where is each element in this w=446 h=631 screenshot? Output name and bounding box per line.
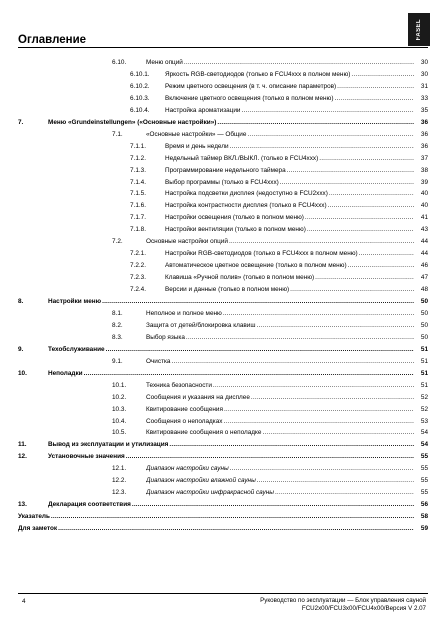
toc-entry-title: Декларация соответствия xyxy=(48,501,131,509)
toc-entry-page: 55 xyxy=(420,465,428,473)
toc-entry-page: 36 xyxy=(420,118,428,126)
toc-entry-page: 50 xyxy=(420,321,428,329)
toc-dot-leader xyxy=(184,58,414,68)
logo-text: FASEL xyxy=(416,18,422,41)
toc-entry-number: 10.1. xyxy=(112,381,127,389)
toc-entry[interactable] xyxy=(0,464,446,474)
toc-dot-leader xyxy=(319,154,414,164)
toc-entry-title: Для заметок xyxy=(18,525,58,533)
toc-entry-page: 50 xyxy=(420,333,428,341)
toc-dot-leader xyxy=(230,142,414,152)
toc-entry[interactable] xyxy=(0,154,446,164)
toc-entry-page: 50 xyxy=(420,309,428,317)
toc-entry-title: Программирование недельного таймера xyxy=(165,166,286,174)
toc-entry-title: «Основные настройки» — Общие xyxy=(146,130,247,138)
toc-entry-title: Неполадки xyxy=(48,369,83,377)
toc-entry-page: 58 xyxy=(420,513,428,521)
toc-entry-title: Настройка подсветки дисплея (недоступно в FCU2xxx) xyxy=(165,190,328,198)
toc-entry[interactable] xyxy=(0,321,446,331)
toc-entry-title-line xyxy=(146,464,414,474)
toc-entry-number: 8. xyxy=(18,298,24,305)
toc-entry-number: 7.1.4. xyxy=(130,178,146,186)
footer-line-2: FCU2x00/FCU3x00/FCU4x00/Версия V 2.07 xyxy=(301,605,426,612)
toc-entry-page: 51 xyxy=(420,381,428,389)
toc-entry-page: 38 xyxy=(420,166,428,174)
toc-entry-page: 40 xyxy=(420,202,428,210)
toc-entry[interactable] xyxy=(0,273,446,283)
toc-entry-number: 10. xyxy=(18,369,27,377)
toc-entry-number: 7.2.1. xyxy=(130,250,146,258)
toc-entry-title-line xyxy=(146,237,414,247)
toc-entry-page: 59 xyxy=(420,525,428,533)
toc-entry-title-line xyxy=(165,142,414,152)
toc-entry-page: 44 xyxy=(420,238,428,246)
toc-entry-title-line xyxy=(165,261,414,271)
toc-entry-title: Включение цветного освещения (только в полном меню) xyxy=(165,94,334,102)
toc-entry-number: 12.1. xyxy=(112,465,127,473)
toc-entry-number: 6.10.2. xyxy=(130,82,150,90)
toc-entry-number: 12. xyxy=(18,453,27,461)
toc-entry[interactable] xyxy=(0,369,446,379)
toc-dot-leader xyxy=(262,428,414,438)
toc-entry-title-line xyxy=(18,512,414,522)
toc-entry-number: 7.2.2. xyxy=(130,262,146,270)
toc-entry-number: 8.2. xyxy=(112,321,123,329)
toc-entry-number: 9.1. xyxy=(112,357,123,365)
toc-entry[interactable] xyxy=(0,130,446,140)
toc-entry-number: 7.1.2. xyxy=(130,154,146,162)
toc-entry-title-line xyxy=(146,428,414,438)
toc-entry-page: 36 xyxy=(420,142,428,150)
toc-entry[interactable] xyxy=(0,357,446,367)
toc-dot-leader xyxy=(305,213,414,223)
toc-entry-title-line xyxy=(165,70,414,80)
toc-entry-number: 9. xyxy=(18,345,24,353)
toc-entry[interactable] xyxy=(0,381,446,391)
toc-entry-number: 10.2. xyxy=(112,393,127,401)
footer-page-number: 4 xyxy=(22,598,26,605)
toc-dot-leader xyxy=(287,166,414,176)
toc-entry-title: Установочные значения xyxy=(48,453,125,461)
toc-entry-page: 51 xyxy=(420,369,428,377)
toc-entry-title: Клавиша «Ручной полив» (только в полном меню) xyxy=(165,274,315,282)
toc-dot-leader xyxy=(275,488,414,498)
toc-entry-page: 54 xyxy=(420,429,428,437)
toc-entry-title: Сообщения и указания на дисплее xyxy=(146,393,250,401)
toc-entry-title-line xyxy=(165,106,414,116)
footer-divider xyxy=(18,593,428,594)
toc-dot-leader xyxy=(247,130,414,140)
toc-entry[interactable] xyxy=(0,201,446,211)
toc-entry-title: Меню «Grundeinstellungen» («Основные настройки») xyxy=(48,118,217,126)
toc-entry-page: 30 xyxy=(420,70,428,78)
toc-dot-leader xyxy=(242,106,415,116)
toc-dot-leader xyxy=(126,452,414,462)
toc-entry[interactable] xyxy=(0,58,446,68)
toc-entry-title-line xyxy=(146,417,414,427)
toc-dot-leader xyxy=(223,309,414,319)
toc-entry[interactable] xyxy=(0,70,446,80)
toc-dot-leader xyxy=(251,393,414,403)
footer-document-info xyxy=(260,597,426,613)
toc-dot-leader xyxy=(348,261,414,271)
toc-entry-title: Диапазон настройки инфракрасной сауны xyxy=(146,489,274,497)
toc-entry-number: 8.3. xyxy=(112,333,123,341)
toc-entry-number: 7.1.8. xyxy=(130,226,146,234)
toc-entry[interactable] xyxy=(0,94,446,104)
page-title: Оглавление xyxy=(18,34,87,46)
toc-entry-title-line xyxy=(165,285,414,295)
toc-entry[interactable] xyxy=(0,452,446,462)
toc-entry-title: Основные настройки опций xyxy=(146,238,228,246)
toc-entry-title: Выбор программы (только в FCU4xxx) xyxy=(165,178,279,186)
toc-entry-title: Режим цветного освещения (в т. ч. описание параметров) xyxy=(165,82,337,90)
toc-entry[interactable] xyxy=(0,500,446,510)
toc-entry-title: Настройки меню xyxy=(48,298,102,305)
toc-entry-page: 33 xyxy=(420,94,428,102)
toc-entry[interactable] xyxy=(0,82,446,92)
toc-dot-leader xyxy=(217,118,414,128)
toc-entry-title: Неполное и полное меню xyxy=(146,309,222,317)
toc-entry-number: 7.1. xyxy=(112,130,123,138)
toc-dot-leader xyxy=(290,285,414,295)
toc-entry-page: 53 xyxy=(420,417,428,425)
toc-entry[interactable] xyxy=(0,166,446,176)
toc-entry-page: 55 xyxy=(420,453,428,461)
toc-entry-title-line xyxy=(18,524,414,534)
header-divider xyxy=(18,47,428,48)
toc-entry-number: 7. xyxy=(18,118,24,126)
toc-entry-title-line xyxy=(146,309,414,319)
toc-entry-title-line xyxy=(165,213,414,223)
toc-entry-number: 12.2. xyxy=(112,477,127,485)
toc-dot-leader xyxy=(169,440,414,450)
toc-entry-page: 48 xyxy=(420,286,428,294)
toc-entry-number: 7.1.3. xyxy=(130,166,146,174)
toc-entry-title-line xyxy=(146,381,414,391)
toc-entry-number: 11. xyxy=(18,441,27,449)
toc-entry[interactable] xyxy=(0,225,446,235)
toc-dot-leader xyxy=(58,524,414,534)
toc-entry-title: Квитирование сообщения xyxy=(146,405,223,413)
toc-entry-number: 7.1.7. xyxy=(130,214,146,222)
toc-entry-title-line xyxy=(146,393,414,403)
toc-entry-title-line xyxy=(165,154,414,164)
toc-entry-title: Очистка xyxy=(146,357,171,365)
toc-dot-leader xyxy=(307,225,414,235)
toc-entry-page: 50 xyxy=(420,298,428,305)
toc-entry-page: 51 xyxy=(420,345,428,353)
toc-entry-page: 43 xyxy=(420,226,428,234)
toc-entry-number: 6.10. xyxy=(112,59,127,66)
toc-entry-title-line xyxy=(146,321,414,331)
toc-entry[interactable] xyxy=(0,237,446,247)
fasel-logo xyxy=(408,13,430,46)
toc-dot-leader xyxy=(337,82,414,92)
toc-entry[interactable] xyxy=(0,178,446,188)
toc-entry-title-line xyxy=(146,488,414,498)
toc-entry-title-line xyxy=(146,58,414,68)
toc-entry-number: 12.3. xyxy=(112,489,127,497)
toc-entry[interactable] xyxy=(0,106,446,116)
toc-entry[interactable] xyxy=(0,142,446,152)
toc-entry-title: Квитирование сообщения о неполадке xyxy=(146,429,262,437)
toc-entry-page: 31 xyxy=(420,82,428,90)
toc-dot-leader xyxy=(171,357,414,367)
toc-entry-title-line xyxy=(165,189,414,199)
toc-entry-number: 6.10.4. xyxy=(130,106,150,114)
toc-entry-title: Версии и данные (только в полном меню) xyxy=(165,286,290,294)
toc-entry-title-line xyxy=(48,440,414,450)
toc-dot-leader xyxy=(102,297,414,307)
toc-entry-title: Настройка ароматизации xyxy=(165,106,241,114)
toc-entry-page: 30 xyxy=(420,59,428,66)
toc-entry-title-line xyxy=(165,94,414,104)
toc-entry[interactable] xyxy=(0,428,446,438)
toc-entry-number: 7.1.5. xyxy=(130,190,146,198)
toc-entry-title-line xyxy=(165,82,414,92)
toc-dot-leader xyxy=(106,345,414,355)
toc-entry-number: 7.2.3. xyxy=(130,274,146,282)
toc-entry[interactable] xyxy=(0,118,446,128)
toc-dot-leader xyxy=(280,178,414,188)
toc-entry[interactable] xyxy=(0,297,446,307)
toc-entry-title-line xyxy=(165,225,414,235)
toc-entry-number: 7.2.4. xyxy=(130,286,146,294)
toc-entry[interactable] xyxy=(0,249,446,259)
toc-entry-number: 10.3. xyxy=(112,405,127,413)
toc-entry-page: 51 xyxy=(420,357,428,365)
toc-entry-title-line xyxy=(146,405,414,415)
toc-entry[interactable] xyxy=(0,213,446,223)
toc-entry-page: 52 xyxy=(420,405,428,413)
toc-entry-title: Время и день недели xyxy=(165,142,229,150)
toc-entry[interactable] xyxy=(0,345,446,355)
toc-dot-leader xyxy=(229,237,414,247)
toc-entry-page: 44 xyxy=(420,250,428,258)
toc-dot-leader xyxy=(256,321,414,331)
toc-entry-page: 35 xyxy=(420,106,428,114)
toc-entry[interactable] xyxy=(0,476,446,486)
toc-entry-title-line xyxy=(165,178,414,188)
toc-entry-page: 47 xyxy=(420,274,428,282)
toc-entry-title-line xyxy=(165,273,414,283)
toc-entry-number: 10.4. xyxy=(112,417,127,425)
toc-entry-number: 7.1.6. xyxy=(130,202,146,210)
toc-entry-title-line xyxy=(48,500,414,510)
toc-dot-leader xyxy=(84,369,414,379)
toc-entry-title: Настройки вентиляции (только в полном меню) xyxy=(165,226,306,234)
toc-entry-title: Настройки RGB-светодиодов (только в FCU4xxx в полном меню) xyxy=(165,250,358,258)
toc-entry[interactable] xyxy=(0,417,446,427)
toc-entry-number: 7.1.1. xyxy=(130,142,146,150)
toc-entry-page: 39 xyxy=(420,178,428,186)
toc-entry-title: Выбор языка xyxy=(146,333,185,341)
toc-entry-title: Яркость RGB-светодиодов (только в FCU4xxx в полном меню) xyxy=(165,70,351,78)
toc-entry-number: 8.1. xyxy=(112,309,123,317)
toc-entry[interactable] xyxy=(0,488,446,498)
toc-dot-leader xyxy=(230,464,414,474)
toc-dot-leader xyxy=(351,70,414,80)
toc-entry-title-line xyxy=(165,201,414,211)
toc-entry-page: 55 xyxy=(420,477,428,485)
toc-entry-title: Техобслуживание xyxy=(48,345,105,353)
toc-entry-page: 36 xyxy=(420,130,428,138)
toc-dot-leader xyxy=(257,476,414,486)
toc-entry-title-line xyxy=(165,166,414,176)
toc-dot-leader xyxy=(329,189,414,199)
toc-entry-title: Настройки освещения (только в полном меню) xyxy=(165,214,304,222)
toc-entry-title-line xyxy=(146,357,414,367)
toc-dot-leader xyxy=(315,273,414,283)
toc-entry-title-line xyxy=(48,452,414,462)
toc-entry-title: Автоматическое цветное освещение (только в полном меню) xyxy=(165,262,347,270)
toc-dot-leader xyxy=(359,249,414,259)
toc-entry-title: Вывод из эксплуатации и утилизация xyxy=(48,441,169,449)
toc-entry[interactable] xyxy=(0,440,446,450)
toc-entry[interactable] xyxy=(0,405,446,415)
toc-dot-leader xyxy=(51,512,414,522)
toc-entry-page: 56 xyxy=(420,501,428,509)
toc-dot-leader xyxy=(334,94,414,104)
toc-entry[interactable] xyxy=(0,524,446,534)
toc-entry[interactable] xyxy=(0,189,446,199)
toc-entry[interactable] xyxy=(0,285,446,295)
toc-entry-page: 55 xyxy=(420,489,428,497)
toc-dot-leader xyxy=(223,417,414,427)
toc-entry-page: 52 xyxy=(420,393,428,401)
toc-entry-number: 6.10.1. xyxy=(130,70,150,78)
toc-entry[interactable] xyxy=(0,512,446,522)
toc-entry-title-line xyxy=(48,118,414,128)
footer-line-1: Руководство по эксплуатации — Блок управления сауной xyxy=(260,597,426,604)
toc-dot-leader xyxy=(132,500,414,510)
toc-entry-title: Указатель xyxy=(18,513,50,521)
toc-dot-leader xyxy=(213,381,414,391)
toc-entry-title: Сообщения о неполадках xyxy=(146,417,223,425)
toc-entry-page: 54 xyxy=(420,441,428,449)
toc-entry[interactable] xyxy=(0,309,446,319)
toc-entry-title: Техника безопасности xyxy=(146,381,212,389)
toc-entry-page: 37 xyxy=(420,154,428,162)
toc-entry-title: Защита от детей/блокировка клавиш xyxy=(146,321,256,329)
toc-entry-title: Настройка контрастности дисплея (только в FCU4xxx) xyxy=(165,202,327,210)
toc-entry-title-line xyxy=(146,130,414,140)
toc-entry-page: 46 xyxy=(420,262,428,270)
toc-entry-number: 6.10.3. xyxy=(130,94,150,102)
toc-entry[interactable] xyxy=(0,393,446,403)
toc-entry-title-line xyxy=(48,369,414,379)
toc-entry-number: 7.2. xyxy=(112,238,123,246)
toc-dot-leader xyxy=(328,201,414,211)
toc-entry-title: Диапазон настройки влажной сауны xyxy=(146,477,256,485)
toc-entry-title: Меню опций xyxy=(146,59,183,66)
toc-entry-page: 40 xyxy=(420,190,428,198)
toc-entry[interactable] xyxy=(0,261,446,271)
toc-entry-number: 13. xyxy=(18,501,27,509)
toc-dot-leader xyxy=(186,333,414,343)
toc-entry-title-line xyxy=(48,345,414,355)
toc-entry-title-line xyxy=(165,249,414,259)
toc-entry-title: Диапазон настройки сауны xyxy=(146,465,229,473)
toc-entry-page: 41 xyxy=(420,214,428,222)
toc-entry-title-line xyxy=(146,333,414,343)
toc-entry[interactable] xyxy=(0,333,446,343)
toc-entry-title-line xyxy=(48,297,414,307)
toc-dot-leader xyxy=(224,405,414,415)
toc-entry-title: Недельный таймер ВКЛ./ВЫКЛ. (только в FCU4xxx) xyxy=(165,154,319,162)
toc-entry-title-line xyxy=(146,476,414,486)
toc-entry-number: 10.5. xyxy=(112,429,127,437)
